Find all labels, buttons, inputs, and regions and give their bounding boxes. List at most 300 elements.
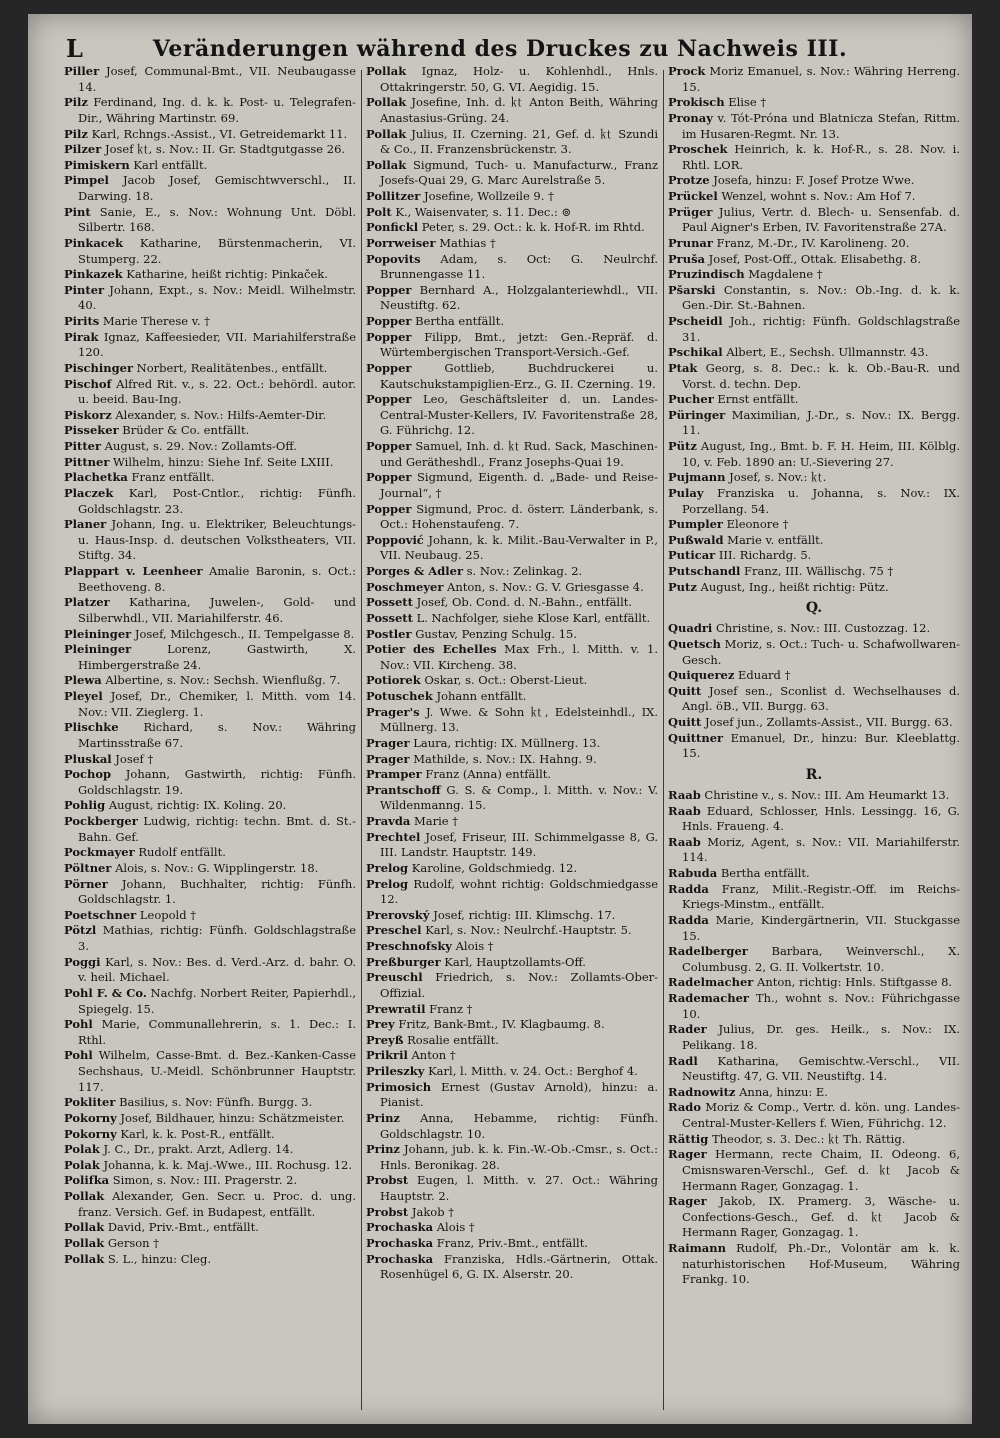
entry-text: Sigmund, Proc. d. österr. Länderbank, s. Oct.: Hohenstaufeng. 7.	[380, 501, 658, 532]
entry-name: Pscheidl	[668, 314, 723, 328]
page-head	[28, 28, 972, 62]
entry-name: Prinz	[366, 1142, 400, 1157]
entry-text: Franz, Milit.-Registr.-Off. im Reichs-Kriegs-Minstm., entfällt.	[682, 881, 960, 912]
entry-name: Prock	[668, 64, 706, 78]
entry-name: Potier des Echelles	[366, 642, 497, 657]
entry-text: Richard, s. Nov.: Währing Martinsstraße 67.	[78, 720, 356, 750]
directory-entry	[366, 736, 658, 752]
directory-entry	[64, 1127, 356, 1143]
entry-name: Rado	[668, 1100, 701, 1115]
entry-text: Oskar, s. Oct.: Oberst-Lieut.	[424, 673, 588, 688]
entry-text: Marie, Communallehrerin, s. 1. Dec.: I. Rthl.	[78, 1017, 356, 1047]
directory-entry	[366, 470, 658, 501]
entry-name: Prileszky	[366, 1064, 425, 1078]
directory-entry	[64, 908, 356, 924]
directory-entry	[366, 689, 658, 705]
directory-entry	[366, 1111, 658, 1142]
directory-entry	[366, 939, 658, 955]
entry-name: Ponfickl	[366, 220, 419, 235]
directory-entry	[64, 127, 356, 143]
directory-entry	[64, 439, 356, 455]
entry-text: Alfred Rit. v., s. 22. Oct.: behördl. autor. u. beeid. Bau-Ing.	[78, 376, 356, 407]
entry-name: Primosich	[366, 1079, 432, 1094]
directory-entry	[64, 236, 356, 267]
entry-name: Placzek	[64, 485, 114, 500]
entry-name: Pokorny	[64, 1126, 117, 1141]
entry-text: Peter, s. 29. Oct.: k. k. Hof-R. im Rhtd.	[421, 220, 645, 235]
entry-name: Popper	[366, 282, 412, 297]
entry-name: Popper	[366, 501, 412, 516]
entry-name: Radda	[668, 881, 709, 896]
directory-entry	[366, 1048, 658, 1064]
entry-name: Pruša	[668, 251, 705, 266]
entry-text: Fritz, Bank-Bmt., IV. Klagbaumg. 8.	[398, 1017, 605, 1032]
entry-text: L. Nachfolger, siehe Klose Karl, entfällt.	[416, 610, 651, 625]
entry-name: Pußwald	[668, 532, 724, 547]
entry-text: Julius, Vertr. d. Blech- u. Sensenfab. d. Paul Aigner's Erben, IV. Favoritenstraße 27A.	[682, 204, 960, 235]
entry-text: Josef, Milchgesch., II. Tempelgasse 8.	[134, 626, 355, 641]
directory-entry	[366, 783, 658, 814]
entry-text: Mathias, richtig: Fünfh. Goldschlagstraße 3.	[78, 923, 356, 953]
entry-text: Marie, Kindergärtnerin, VII. Stuckgasse 15.	[682, 912, 960, 943]
directory-entry	[366, 1033, 658, 1049]
entry-name: Poggi	[64, 954, 101, 969]
entry-name: Pörner	[64, 876, 108, 891]
entry-name: Pilzer	[64, 142, 102, 157]
entry-name: Rademacher	[668, 991, 749, 1006]
directory-entry	[668, 1241, 960, 1288]
entry-text: Friedrich, s. Nov.: Zollamts-Ober-Offizial.	[380, 970, 659, 1000]
entry-name: Pronay	[668, 110, 713, 125]
directory-entry	[64, 845, 356, 861]
directory-entry	[366, 158, 658, 189]
directory-entry	[366, 611, 658, 627]
directory-entry	[64, 752, 356, 768]
directory-entry	[366, 814, 658, 830]
entry-name: Plischke	[64, 720, 119, 735]
entry-text: Th., wohnt s. Nov.: Führichgasse 10.	[682, 991, 961, 1021]
directory-entry	[668, 1054, 960, 1085]
entry-text: Ferdinand, Ing. d. k. k. Post- u. Telegrafen-Dir., Währing Martinstr. 69.	[78, 95, 356, 125]
directory-entry	[668, 205, 960, 236]
entry-text: Josef sen., Sconlist d. Wechselhauses d. Angl. öB., VII. Burgg. 63.	[682, 683, 960, 714]
directory-entry	[64, 1220, 356, 1236]
column-3	[668, 64, 960, 1416]
entry-name: Porrweiser	[366, 235, 436, 250]
column-1	[64, 64, 356, 1416]
entry-name: Pohl	[64, 1048, 93, 1063]
entry-text: Heinrich, k. k. Hof-R., s. 28. Nov. i. Rhtl. LOR.	[682, 142, 961, 172]
entry-name: Popper	[366, 360, 412, 375]
entry-text: Johanna, k. k. Maj.-Wwe., III. Rochusg. 12.	[103, 1157, 352, 1172]
directory-entry	[64, 1189, 356, 1220]
directory-entry	[64, 877, 356, 908]
entry-text: Moriz Emanuel, s. Nov.: Währing Herreng. 15.	[682, 64, 961, 94]
page-number: L	[66, 34, 83, 63]
directory-entry	[366, 767, 658, 783]
entry-text: Leo, Geschäftsleiter d. un. Landes-Central-Muster-Kellers, IV. Favoritenstraße 28, G. Führichg. 12.	[380, 392, 658, 438]
entry-text: Wenzel, wohnt s. Nov.: Am Hof 7.	[721, 189, 916, 203]
entry-name: Prelog	[366, 876, 409, 891]
entry-name: Platzer	[64, 595, 110, 610]
entry-name: Prewratil	[366, 1001, 426, 1016]
entry-name: Quittner	[668, 730, 724, 745]
entry-name: Pohl	[64, 1017, 93, 1032]
directory-entry	[668, 1022, 960, 1053]
entry-text: Katharina, Gemischtw.-Verschl., VII. Neustiftg. 47, G. VII. Neustiftg. 14.	[682, 1053, 961, 1084]
entry-name: Probst	[366, 1173, 409, 1188]
entry-name: Poetschner	[64, 907, 137, 922]
entry-name: Radda	[668, 912, 709, 927]
entry-text: Anna, Hebamme, richtig: Fünfh. Goldschlagstr. 10.	[380, 1110, 659, 1141]
entry-text: Eduard †	[738, 668, 791, 683]
directory-entry	[668, 731, 960, 762]
directory-entry	[366, 861, 658, 877]
entry-name: Planer	[64, 517, 107, 532]
entry-name: Pilz	[64, 126, 88, 141]
entry-text: August, Ing., heißt richtig: Pütz.	[700, 579, 889, 594]
directory-entry	[64, 689, 356, 720]
entry-name: Pittner	[64, 454, 110, 469]
directory-entry	[64, 986, 356, 1017]
entry-text: Mathilde, s. Nov.: IX. Hahng. 9.	[413, 751, 597, 766]
directory-entry	[64, 330, 356, 361]
entry-text: Sigmund, Eigenth. d. „Bade- und Reise-Journal“, †	[380, 470, 659, 500]
directory-entry	[668, 392, 960, 408]
directory-entry	[668, 439, 960, 470]
entry-text: Julius, II. Czerning. 21, Gef. d. ㏏ Szundi & Co., II. Franzensbrückenstr. 3.	[380, 126, 658, 157]
entry-text: Josef †	[115, 751, 154, 766]
directory-entry	[366, 627, 658, 643]
directory-entry	[668, 142, 960, 173]
entry-text: Alexander, Gen. Secr. u. Proc. d. ung. franz. Versich. Gef. in Budapest, entfällt.	[78, 1189, 356, 1219]
directory-entry	[64, 673, 356, 689]
directory-entry	[64, 517, 356, 564]
directory-entry	[64, 798, 356, 814]
entry-text: Emanuel, Dr., hinzu: Bur. Kleeblattg. 15.	[682, 730, 961, 761]
entry-name: Ptak	[668, 360, 698, 375]
entry-text: Filipp, Bmt., jetzt: Gen.-Repräf. d. Würtembergischen Transport-Versich.-Gef.	[380, 329, 658, 360]
entry-name: Pockberger	[64, 814, 138, 828]
directory-entry	[668, 533, 960, 549]
directory-entry	[668, 991, 960, 1022]
directory-entry	[668, 111, 960, 142]
directory-entry	[64, 814, 356, 845]
entry-text: Moriz, s. Oct.: Tuch- u. Schafwollwaren-Gesch.	[682, 636, 960, 667]
entry-name: Pimpel	[64, 173, 109, 188]
directory-entry	[668, 189, 960, 205]
entry-text: Rosalie entfällt.	[407, 1032, 499, 1047]
directory-entry	[668, 267, 960, 283]
directory-entry	[64, 361, 356, 377]
entry-name: Radelmacher	[668, 975, 754, 990]
directory-entry	[64, 283, 356, 314]
entry-text: Albert, E., Sechsh. Ullmannstr. 43.	[726, 345, 929, 360]
entry-name: Probst	[366, 1204, 409, 1219]
entry-text: Bertha entfällt.	[720, 866, 810, 881]
entry-text: Eleonore †	[726, 517, 789, 532]
section-heading: Q.	[805, 600, 823, 617]
entry-text: Georg, s. 8. Dec.: k. k. Ob.-Bau-R. und Vorst. d. techn. Dep.	[682, 360, 960, 391]
directory-entry	[64, 955, 356, 986]
entry-name: Prantschoff	[366, 782, 441, 797]
entry-text: Maximilian, J.-Dr., s. Nov.: IX. Bergg. 11.	[682, 407, 960, 438]
entry-name: Prinz	[366, 1110, 400, 1125]
entry-name: Popper	[366, 392, 412, 407]
entry-name: Prochaska	[366, 1251, 434, 1266]
directory-entry	[366, 564, 658, 580]
section-heading: R.	[805, 766, 823, 783]
entry-name: Piller	[64, 64, 100, 78]
entry-text: Leopold †	[139, 907, 196, 922]
entry-name: Quiquerez	[668, 668, 735, 683]
directory-page	[28, 14, 972, 1424]
directory-entry	[366, 392, 658, 439]
entry-text: David, Priv.-Bmt., entfällt.	[107, 1220, 259, 1235]
directory-entry	[366, 923, 658, 939]
directory-entry	[64, 1017, 356, 1048]
entry-name: Postler	[366, 626, 412, 641]
entry-text: August, s. 29. Nov.: Zollamts-Off.	[104, 439, 297, 453]
entry-name: Pleininger	[64, 626, 132, 641]
directory-entry	[366, 361, 658, 392]
directory-entry	[64, 923, 356, 954]
entry-text: Christine, s. Nov.: III. Custozzag. 12.	[715, 621, 931, 636]
entry-text: Rudolf, Ph.-Dr., Volontär am k. k. naturhistorischen Hof-Museum, Währing Frankg. 10.	[682, 1241, 960, 1287]
directory-entry	[668, 1147, 960, 1194]
entry-name: Raab	[668, 803, 701, 818]
entry-name: Popper	[366, 439, 412, 453]
entry-name: Pischof	[64, 376, 112, 391]
entry-text: Josefa, hinzu: F. Josef Protze Wwe.	[713, 173, 915, 188]
entry-name: Pötzl	[64, 923, 97, 938]
entry-text: Ludwig, richtig: techn. Bmt. d. St.-Bahn. Gef.	[78, 814, 356, 844]
entry-name: Pollak	[64, 1235, 105, 1250]
entry-name: Prelog	[366, 860, 409, 875]
directory-entry	[64, 1095, 356, 1111]
entry-text: Franz (Anna) entfällt.	[425, 767, 552, 782]
entry-text: Simon, s. Nov.: III. Pragerstr. 2.	[112, 1173, 298, 1188]
entry-text: August, Ing., Bmt. b. F. H. Heim, III. Kölblg. 10, v. Feb. 1890 an: U.-Sievering 27.	[682, 439, 961, 469]
entry-text: Jakob †	[411, 1204, 455, 1219]
entry-text: Hermann, recte Chaim, II. Odeong. 6, Cmisnswaren-Verschl., Gef. d. ㏏ Jacob & Hermann Rager, Gonzagag. 1.	[682, 1147, 960, 1193]
entry-name: Quadri	[668, 621, 713, 636]
entry-text: Amalie Baronin, s. Oct.: Beethoveng. 8.	[78, 564, 356, 594]
entry-name: Pollak	[366, 157, 407, 172]
entry-text: Karl, Post-Cntlor., richtig: Fünfh. Goldschlagstr. 23.	[78, 485, 356, 516]
directory-entry	[366, 439, 658, 470]
directory-entry	[366, 752, 658, 768]
entry-text: Franz, Priv.-Bmt., entfällt.	[436, 1235, 588, 1250]
entry-text: Samuel, Inh. d. ㏏ Rud. Sack, Maschinen- und Gerätheshdl., Franz Josephs-Quai 19.	[380, 439, 659, 469]
entry-text: Josefine, Inh. d. ㏏ Anton Beith, Währing Anastasius-Grüng. 24.	[380, 95, 658, 125]
directory-entry	[64, 1173, 356, 1189]
entry-text: G. S. & Comp., l. Mitth. v. Nov.: V. Wildenmanng. 15.	[380, 782, 659, 813]
directory-entry	[668, 1132, 960, 1148]
entry-name: Radnowitz	[668, 1084, 736, 1099]
directory-entry	[668, 835, 960, 866]
entry-text: Josef ㏏, s. Nov.: II. Gr. Stadtgutgasse 26.	[104, 142, 346, 157]
directory-entry	[64, 564, 356, 595]
entry-name: Prüger	[668, 204, 713, 219]
directory-entry	[64, 1142, 356, 1158]
entry-name: Pravda	[366, 814, 411, 828]
directory-entry	[64, 455, 356, 471]
entry-text: Franz, M.-Dr., IV. Karolineng. 20.	[716, 235, 910, 250]
entry-name: Pockmayer	[64, 845, 135, 860]
entry-name: Pollak	[64, 1189, 105, 1203]
page-header: Veränderungen während des Druckes zu Nachweis III.	[152, 36, 848, 62]
entry-text: Katharina, Juwelen-, Gold- und Silberwhdl., VII. Mariahilferstr. 46.	[78, 595, 357, 625]
entry-text: Bertha entfällt.	[415, 314, 504, 328]
directory-entry	[668, 345, 960, 361]
directory-entry	[64, 173, 356, 204]
entry-text: Marie Therese v. †	[102, 314, 210, 328]
entry-name: Plewa	[64, 673, 102, 688]
entry-text: Mathias †	[439, 235, 496, 250]
entry-name: Radl	[668, 1053, 698, 1068]
entry-name: Prey	[366, 1017, 395, 1032]
entry-name: Pleyel	[64, 689, 103, 703]
entry-name: Prückel	[668, 189, 718, 203]
entry-name: Rättig	[668, 1131, 709, 1146]
entry-name: Prechtel	[366, 829, 421, 844]
entry-name: Prochaska	[366, 1235, 434, 1250]
directory-entry	[366, 1017, 658, 1033]
directory-entry	[668, 715, 960, 731]
entry-name: Popper	[366, 314, 412, 328]
entry-name: Pohl F. & Co.	[64, 985, 147, 1000]
entry-text: Christine v., s. Nov.: III. Am Heumarkt 13.	[704, 787, 950, 802]
directory-entry	[366, 1236, 658, 1252]
entry-text: Josef, Bildhauer, hinzu: Schätzmeister.	[120, 1110, 345, 1125]
entry-name: Piskorz	[64, 407, 112, 422]
directory-entry	[64, 205, 356, 236]
entry-text: Johann, k. k. Milit.-Bau-Verwalter in P., VII. Neubaug. 25.	[380, 532, 658, 563]
entry-text: Sanie, E., s. Nov.: Wohnung Unt. Döbl. Silbertr. 168.	[78, 204, 357, 235]
entry-text: Josef, Friseur, III. Schimmelgasse 8, G. III. Landstr. Hauptstr. 149.	[380, 829, 659, 860]
directory-entry	[668, 684, 960, 715]
directory-entry	[64, 720, 356, 751]
entry-text: Franz entfällt.	[131, 470, 215, 485]
entry-text: Johann, Buchhalter, richtig: Fünfh. Goldschlagstr. 1.	[78, 876, 356, 907]
entry-text: Karl, s. Nov.: Neulrchf.-Hauptstr. 5.	[425, 923, 632, 938]
entry-text: Jakob, IX. Pramerg. 3, Wäsche- u. Confections-Gesch., Gef. d. ㏏ Jacob & Hermann Rager, Gonzagag. 1.	[682, 1194, 961, 1240]
directory-entry	[64, 1111, 356, 1127]
directory-entry	[366, 642, 658, 673]
entry-text: Adam, s. Oct: G. Neulrchf. Brunnengasse 11.	[380, 251, 659, 282]
entry-name: Pinter	[64, 282, 105, 297]
directory-entry	[366, 1220, 658, 1236]
entry-text: Rudolf entfällt.	[138, 845, 226, 860]
entry-name: Porges & Adler	[366, 564, 463, 578]
entry-text: Max Frh., l. Mitth. v. 1. Nov.: VII. Kircheng. 38.	[380, 642, 658, 672]
entry-name: Potiorek	[366, 673, 421, 688]
directory-entry	[64, 423, 356, 439]
entry-name: Prochaska	[366, 1220, 434, 1235]
directory-entry	[366, 970, 658, 1001]
entry-text: Josef jun., Zollamts-Assist., VII. Burgg. 63.	[705, 715, 953, 730]
directory-entry	[64, 64, 356, 95]
entry-name: Pimiskern	[64, 157, 130, 172]
directory-entry	[668, 252, 960, 268]
directory-entry	[64, 1158, 356, 1174]
entry-name: Plappart v. Leenheer	[64, 564, 203, 578]
entry-text: Josef, Ob. Cond. d. N.-Bahn., entfällt.	[416, 595, 633, 610]
entry-text: Albertine, s. Nov.: Sechsh. Wienflußg. 7.	[105, 673, 341, 688]
entry-name: Pramper	[366, 767, 422, 782]
directory-entry	[366, 205, 658, 221]
entry-text: Anton, s. Nov.: G. V. Griesgasse 4.	[447, 579, 644, 594]
entry-name: Pitter	[64, 439, 102, 453]
entry-text: Eduard, Schlosser, Hnls. Lessingg. 16, G. Hnls. Fraueng. 4.	[682, 803, 960, 834]
directory-entry	[668, 470, 960, 486]
directory-entry	[668, 1085, 960, 1101]
directory-entry	[668, 486, 960, 517]
entry-text: Anton, richtig: Hnls. Stiftgasse 8.	[757, 975, 953, 990]
directory-entry	[366, 1252, 658, 1283]
column-divider	[361, 70, 362, 1410]
directory-entry	[366, 502, 658, 533]
directory-entry	[668, 173, 960, 189]
entry-name: Pöltner	[64, 860, 112, 875]
directory-entry	[668, 517, 960, 533]
entry-name: Polifka	[64, 1173, 110, 1188]
directory-entry	[64, 861, 356, 877]
directory-entry	[64, 95, 356, 126]
directory-entry	[64, 377, 356, 408]
entry-text: Marie v. entfällt.	[727, 532, 824, 547]
directory-entry	[668, 804, 960, 835]
entry-text: Brüder & Co. entfällt.	[122, 423, 250, 438]
entry-name: Preßburger	[366, 954, 441, 969]
directory-entry	[366, 908, 658, 924]
directory-entry	[64, 486, 356, 517]
entry-name: Putz	[668, 579, 697, 594]
entry-text: Josef, Dr., Chemiker, l. Mitth. vom 14. Nov.: VII. Zieglerg. 1.	[78, 689, 357, 719]
entry-text: Josef, s. Nov.: ㏏.	[729, 470, 827, 485]
entry-name: Prerovský	[366, 907, 430, 922]
directory-entry	[668, 314, 960, 345]
entry-name: Pint	[64, 204, 91, 219]
entry-name: Raab	[668, 787, 701, 802]
entry-text: Johann, Gastwirth, richtig: Fünfh. Goldschlagstr. 19.	[78, 767, 357, 797]
entry-name: Putschandl	[668, 564, 741, 578]
entry-text: Wilhelm, hinzu: Siehe Inf. Seite LXIII.	[113, 454, 334, 469]
directory-entry	[366, 330, 658, 361]
entry-name: Polak	[64, 1142, 100, 1157]
entry-text: Gerson †	[107, 1235, 159, 1250]
entry-name: Pollak	[366, 64, 407, 78]
entry-name: Rager	[668, 1194, 707, 1209]
entry-name: Puticar	[668, 548, 716, 563]
entry-text: Karl, k. k. Post-R., entfällt.	[120, 1126, 275, 1141]
entry-name: Popper	[366, 329, 412, 344]
entry-name: Potuschek	[366, 689, 433, 703]
entry-text: Sigmund, Tuch- u. Manufacturw., Franz Josefs-Quai 29, G. Marc Aurelstraße 5.	[380, 157, 658, 188]
directory-entry	[668, 564, 960, 580]
entry-text: v. Tót-Próna und Blatnicza Stefan, Rittm. im Husaren-Regmt. Nr. 13.	[682, 110, 961, 141]
entry-name: Pruzindisch	[668, 267, 745, 282]
directory-entry	[668, 882, 960, 913]
entry-name: Pokliter	[64, 1095, 116, 1110]
entry-name: Rabuda	[668, 866, 718, 881]
entry-text: Ignaz, Kaffeesieder, VII. Mariahilferstraße 120.	[78, 329, 356, 360]
directory-entry	[668, 637, 960, 668]
directory-entry	[366, 877, 658, 908]
directory-entry	[366, 252, 658, 283]
directory-entry	[668, 95, 960, 111]
